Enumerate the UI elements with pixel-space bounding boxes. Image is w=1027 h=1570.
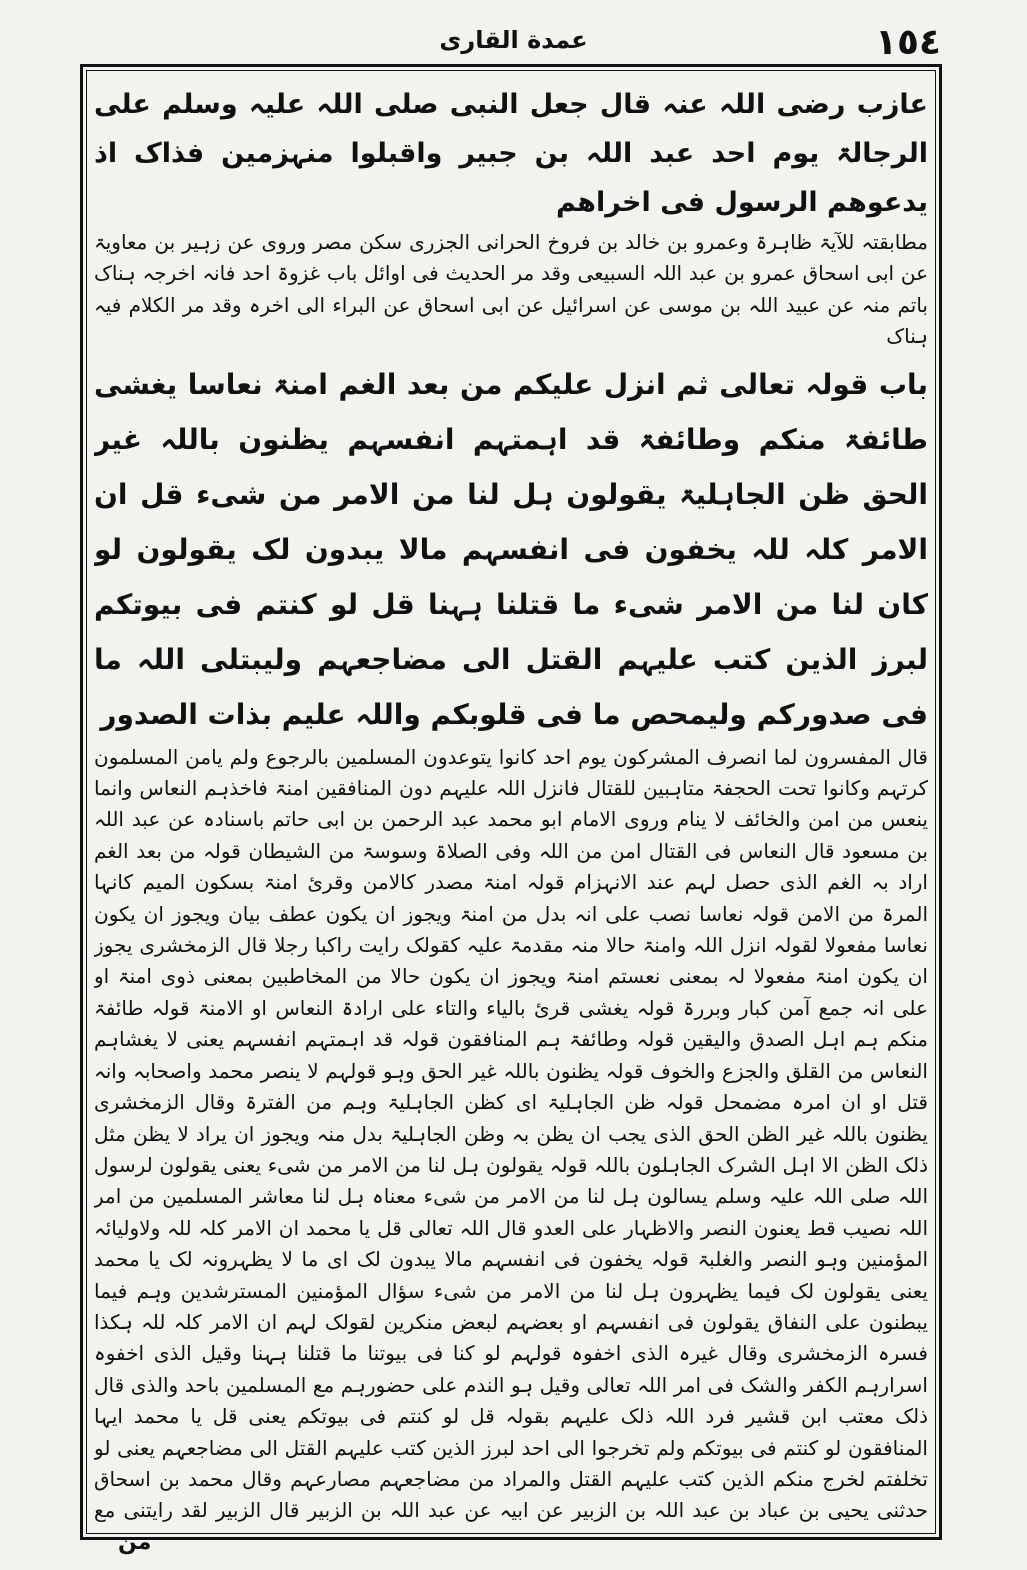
catchword: من	[118, 1530, 152, 1555]
hadith-text: عازب رضی اللہ عنہ قال جعل النبی صلی اللہ علیہ وسلم علی الرجالۃ یوم احد عبد اللہ بن جبیر واقبلوا منہزمین فذاک اذ یدعوھم الرسول فی اخراھم	[94, 89, 928, 218]
running-title: عمدة القارى	[439, 26, 588, 54]
chapter-heading: باب قولہ تعالی ثم انزل علیکم من بعد الغم امنۃ نعاسا یغشی طائفۃ منکم وطائفۃ قد اہمتہم انفسہم یظنون باللہ غیر الحق ظن الجاہلیۃ یقولون ہل لنا من الامر من شیء قل ان الامر کلہ للہ یخفون فی انفسہم مالا یبدون لک یقولون لو کان لنا من الامر شیء ما قتلنا ہہنا قل لو کنتم فی بیوتکم لبرز الذین کتب علیہم القتل الی مضاجعہم ولیبتلی اللہ ما فی صدورکم ولیمحص ما فی قلوبکم واللہ علیم بذات الصدور	[94, 367, 928, 731]
commentary-paragraph-2: قال المفسرون لما انصرف المشرکون یوم احد کانوا یتوعدون المسلمین بالرجوع ولم یامن المسلمون کرتہم وکانوا تحت الحجفۃ متاہبین للقتال فانزل اللہ علیہم دون المنافقین امنۃ فاخذہم النعاس وانما ینعس من امن والخائف لا ینام وروی الامام ابو محمد عبد الرحمن بن ابی حاتم باسنادہ عن عبد اللہ بن مسعود قال النعاس فی القتال امن من اللہ وفی الصلاۃ وسوسۃ من الشیطان قولہ من بعد الغم اراد بہ الغم الذی حصل لہم عند الانہزام قولہ امنۃ مصدر کالامن وقرئ امنۃ بسکون المیم کانہا المرۃ من الامن قولہ نعاسا نصب علی انہ بدل من امنۃ ویجوز ان یکون عطف بیان ویجوز ان یکون نعاسا مفعولا لقولہ انزل اللہ وامنۃ حالا منہ مقدمۃ علیہ کقولک رایت راکبا رجلا قال الزمخشری یجوز ان یکون امنۃ مفعولا لہ بمعنی نعستم امنۃ ویجوز ان یکون حالا من المخاطبین بمعنی ذوی امنۃ او علی انہ جمع آمن کبار وبررۃ قولہ یغشی قرئ بالیاء والتاء علی ارادۃ النعاس او الامنۃ قولہ طائفۃ منکم ہم اہل الصدق والیقین قولہ وطائفۃ ہم المنافقون قولہ قد اہمتہم انفسہم یعنی لا یغشاہم النعاس من القلق والجزع والخوف قولہ یظنون باللہ غیر الحق وہو قولہم لا ینصر محمد واصحابہ وانہ قتل او ان امرہ مضمحل قولہ ظن الجاہلیۃ ای کظن الجاہلیۃ وہم من الفترۃ وقال الزمخشری یظنون باللہ غیر الظن الحق الذی یجب ان یظن بہ وظن الجاہلیۃ بدل منہ ویجوز ان یراد لا یظن مثل ذلک الظن الا اہل الشرک الجاہلون باللہ قولہ یقولون ہل لنا من الامر من شیء یعنی یقولون لرسول اللہ صلی اللہ علیہ وسلم یسالون ہل لنا من الامر من شیء معناہ ہل لنا معاشر المسلمین من امر اللہ نصیب قط یعنون النصر والاظہار علی العدو قال اللہ تعالی قل یا محمد ان الامر کلہ للہ ولاولیائہ المؤمنین وہو النصر والغلبۃ قولہ یخفون فی انفسہم مالا یبدون لک ای ما لا یظہرونہ لک یا محمد یعنی یقولون لک فیما یظہرون ہل لنا من الامر من شیء سؤال المؤمنین المسترشدین وہم فیما یبطنون علی النفاق یقولون فی انفسہم او بعضہم لبعض منکرین لقولک لہم ان الامر کلہ للہ ہکذا فسرہ الزمخشری وقال غیرہ الذی اخفوہ قولہم لو کنا فی بیوتنا ما قتلنا ہہنا وقیل الذی اخفوہ اسرارہم الکفر والشک فی امر اللہ تعالی وقیل ہو الندم علی حضورہم مع المسلمین باحد والذی قال ذلک معتب ابن قشیر فرد اللہ ذلک علیہم بقولہ قل لو کنتم فی بیوتکم یعنی قل یا محمد ایہا المنافقون لو کنتم فی بیوتکم ولم تخرجوا الی احد لبرز الذین کتب علیہم القتل الی مضاجعہم یعنی لو تخلفتم لخرج منکم الذین کتب علیہم القتل والمراد من مضاجعہم مصارعہم وقال محمد بن اسحاق حدثنی یحیی بن عباد بن عبد اللہ بن الزبیر عن ابیہ عن عبد اللہ بن الزبیر قال الزبیر لقد رایتنی مع	[94, 744, 928, 1523]
commentary-paragraph-1: مطابقتہ للآیۃ ظاہرۃ وعمرو بن خالد بن فروخ الحرانی الجزری سکن مصر وروی عن زہیر بن معاویۃ عن ابی اسحاق عمرو بن عبد اللہ السبیعی وقد مر الحدیث فی اوائل باب غزوۃ احد فانہ اخرجہ ہناک باتم منہ عن عبید اللہ بن موسی عن اسرائیل عن ابی اسحاق عن البراء الی اخرہ وقد مر الکلام فیہ ہناک	[94, 230, 928, 349]
page-body	[94, 80, 928, 1530]
page-header	[0, 0, 1027, 64]
page-number: ١٥٤	[875, 22, 941, 63]
